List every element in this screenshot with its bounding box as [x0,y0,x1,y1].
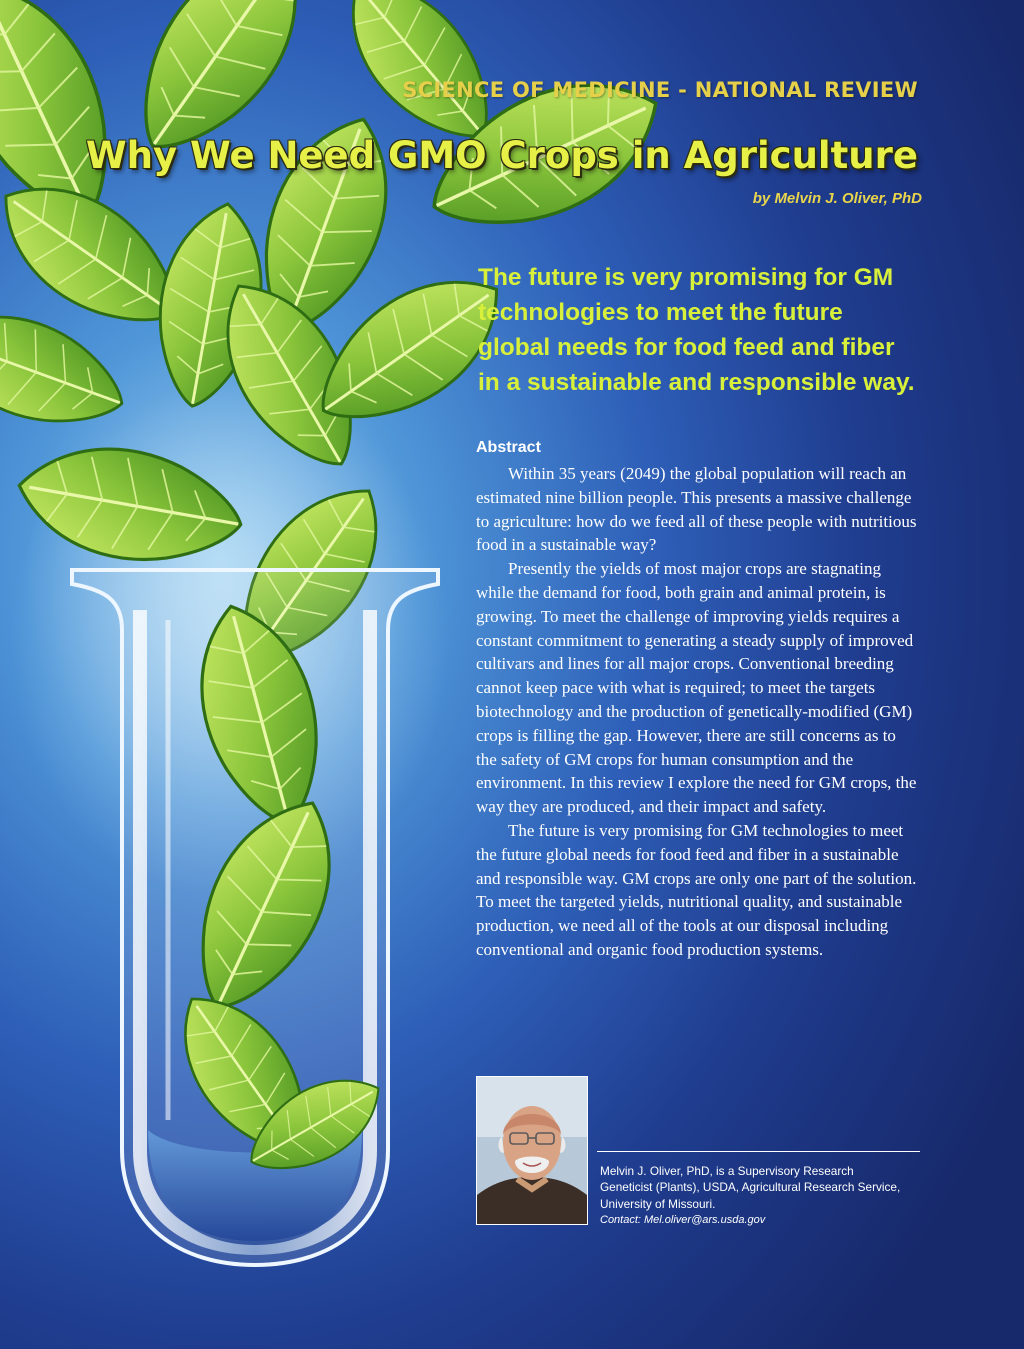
pull-quote-line: The future is very promising for GM [478,264,894,291]
abstract-paragraph: The future is very promising for GM technologies to meet the future global needs for food feed and fiber in a sustainable and responsible way. GM crops are only one part of the solution. To meet the targeted yields, nutritional quality, and sustainable production, we need all of the tools at our disposal including conventional and organic food production systems. [476,820,917,959]
bio-divider [597,1151,920,1152]
pull-quote [478,260,948,400]
author-bio-line: Melvin J. Oliver, PhD, is a Supervisory Research [600,1164,854,1178]
abstract-paragraph: Presently the yields of most major crops are stagnating while the demand for food, both grain and animal protein, is growing. To meet the challenge of improving yields requires a constant commitment to generating a steady supply of improved cultivars and lines for all major crops. Conventional breeding cannot keep pace with what is required; to meet the targets biotechnology and the production of genetically-modified (GM) crops is filling the gap. However, there are still concerns as to the safety of GM crops for human consumption and the environment. In this review I explore the need for GM crops, the way they are produced, and their impact and safety. [476,559,917,817]
author-bio-line: Geneticist (Plants), USDA, Agricultural Research Service, [600,1180,901,1195]
author-byline: by Melvin J. Oliver, PhD [752,190,922,207]
abstract-body [476,462,920,962]
author-photo [476,1076,588,1225]
abstract-paragraph: Within 35 years (2049) the global population will reach an estimated nine billion people. This presents a massive challenge to agriculture: how do we feed all of these people with nutritious food in a sustainable way? [476,464,917,555]
author-contact: Contact: Mel.oliver@ars.usda.gov [600,1213,766,1226]
author-bio [600,1163,930,1228]
pull-quote-line: technologies to meet the future [478,299,843,326]
article-title: Why We Need GMO Crops in Agriculture [85,134,918,177]
abstract-heading: Abstract [476,439,541,456]
pull-quote-line: global needs for food feed and fiber [478,334,895,361]
author-bio-line: University of Missouri. [600,1196,716,1211]
section-label: SCIENCE OF MEDICINE - NATIONAL REVIEW [402,78,918,102]
pull-quote-line: in a sustainable and responsible way. [478,369,915,396]
